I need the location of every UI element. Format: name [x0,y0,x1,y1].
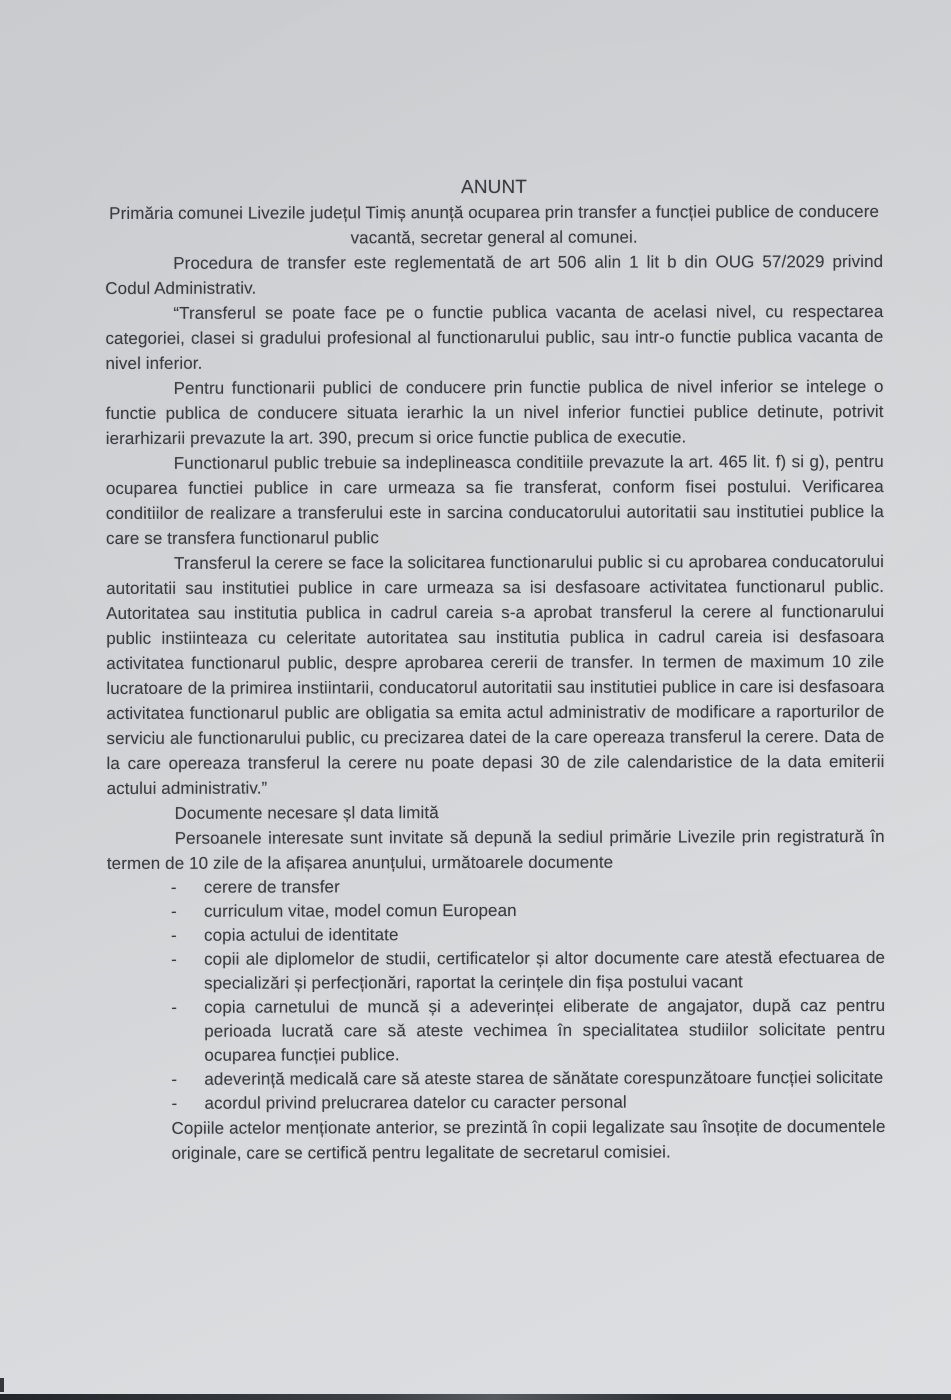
paragraph-invitation: Persoanele interesate sunt invitate să depună la sediul primărie Livezile prin registratură în termen de 10 zile de la afișarea anunțului, următoarele documente [106,826,885,873]
list-item-text: adeverință medicală care să ateste starea de sănătate corespunzătoare funcției solicitate [204,1067,884,1089]
intro-paragraph: Primăria comunei Livezile județul Timiș anunță ocuparea prin transfer a funcției publice de conducere vacantă, secretar general al comunei. [109,201,880,248]
document-page [105,174,886,1166]
photo-bottom-edge [0,1394,951,1400]
list-item-text: acordul privind prelucrarea datelor cu caracter personal [204,1092,627,1113]
photo-edge-notch [0,1378,4,1392]
list-dash: - [171,997,177,1017]
list-item-text: copia carnetului de muncă și a adeverinței eliberate de angajator, după caz pentru perioada lucrată care să ateste vechimea în specialitatea studiilor solicitate pentru ocuparea funcției publice. [204,995,886,1065]
section-heading-documents: Documente necesare șl data limită [174,803,439,823]
list-item [107,922,885,948]
list-item-text: curriculum vitae, model comun European [203,900,517,921]
list-dash: - [170,925,177,945]
paragraph-conditions: Functionarul public trebuie sa indeplineasca conditiile prevazute la art. 465 lit. f) si g), pentru ocuparea functiei publice in care urmeaza sa fie transferat, conform fisei postului. Verificarea conditiilor de realizare a transferului este in sarcina conducatorului autoritatii sau institutiei publice la care se transfera functionarul public [105,451,884,548]
required-documents-list [107,874,886,1116]
list-dash: - [170,901,177,921]
list-dash: - [171,1093,178,1113]
paragraph-procedure: Procedura de transfer este reglementată de art 506 alin 1 lit b din OUG 57/2029 privind Codul Administrativ. [105,251,884,298]
closing-paragraph: Copiile actelor menționate anterior, se prezintă în copii legalizate sau însoțite de documentele originale, care se certifică pentru legalitate de secretarul comisiei. [171,1116,886,1163]
paragraph-transfer-procedure: Transferul la cerere se face la solicitarea functionarului public si cu aprobarea conducatorului autoritatii sau institutiei publice in care urmeaza sa isi desfasoare activitatea functionarul public. Autoritatea sau institutia publica in cadrul careia s-a aprobat transferul la cerere al functionarului public instiinteaza cu celeritate autoritatea sau institutia publica in cadrul careia isi desfasoara activitatea functionarul public, despre aprobarea cererii de transfer. In termen de maximum 10 zile lucratoare de la primirea instiintarii, conducatorul autoritatii sau institutiei publice in care isi desfasoara activitatea functionarul public are obligatia sa emita actul administrativ de modificare a raporturilor de serviciu ale functionarului public, cu precizarea datei de la care opereaza transferul la cerere. Data de la care opereaza transferul la cerere nu poate depasi 30 de zile calendaristice de la data emiterii actului administrativ.” [106,551,885,798]
list-item-text: copia actului de identitate [203,925,399,945]
paragraph-transfer-quote-1: “Transferul se poate face pe o functie publica vacanta de acelasi nivel, cu respectarea categoriei, clasei si gradului profesional al functionarului public, sau intr-o functie publica vacanta de nivel inferior. [105,301,884,373]
list-dash: - [171,949,177,969]
list-item [107,898,885,924]
list-item [107,994,885,1068]
list-item-text: copii ale diplomelor de studii, certificatelor și altor documente care atestă efectuarea de specializări și perfecționări, raportat la cerințele din fișa postului vacant [204,947,886,993]
paragraph-transfer-quote-2: Pentru functionarii publici de conducere prin functie publica de nivel inferior se intelege o functie publica de conducere situata ierarhic la un nivel inferior functiei publice detinute, potrivit ierarhizarii prevazute la art. 390, precum si orice functie publica de executie. [105,376,884,448]
list-item [107,874,885,900]
list-item [107,1090,885,1116]
list-item-text: cerere de transfer [203,877,340,897]
list-dash: - [170,877,177,897]
list-item [107,1066,885,1092]
document-title: ANUNT [461,176,528,199]
list-dash: - [171,1069,178,1089]
list-item [107,946,885,996]
